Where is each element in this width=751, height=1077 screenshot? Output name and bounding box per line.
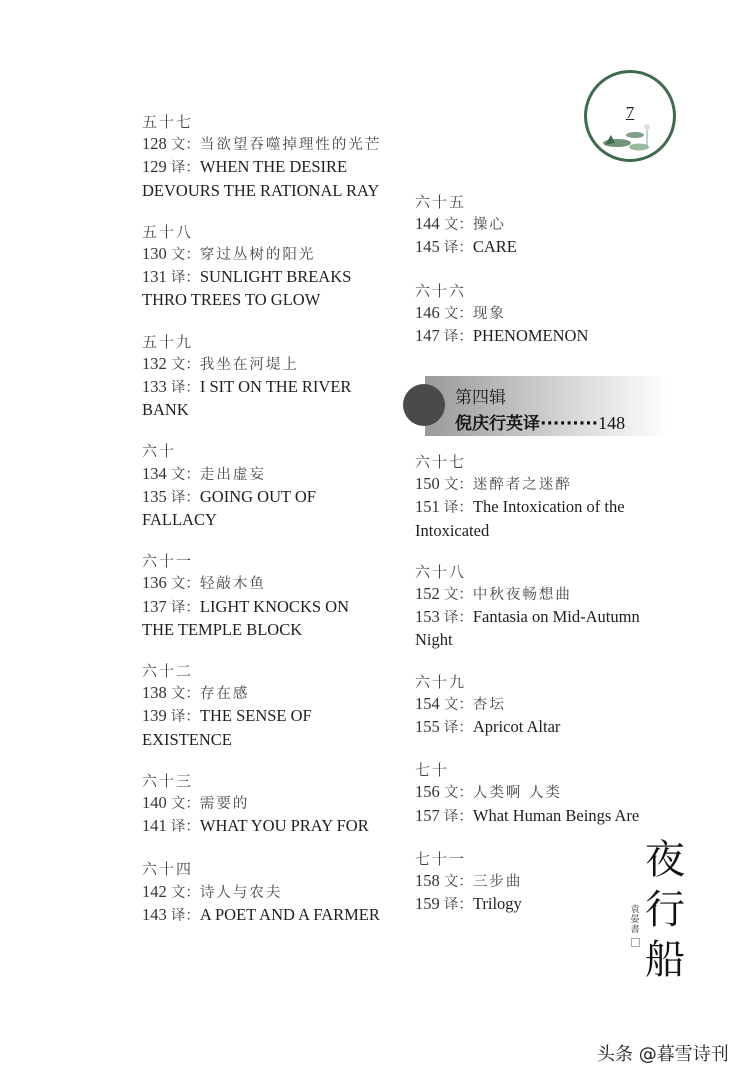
toc-entry[interactable]: [142, 661, 382, 750]
section-subtitle-line: [455, 409, 625, 434]
english-title: THE SENSE OF EXISTENCE: [142, 706, 312, 749]
toc-right-column-bottom: [415, 452, 665, 937]
toc-right-column-top: [415, 192, 665, 369]
label: 译：: [443, 808, 473, 825]
english-title: SUNLIGHT BREAKS THRO TREES TO GLOW: [142, 267, 352, 310]
english-title: GOING OUT OF FALLACY: [142, 486, 316, 530]
label: 译：: [443, 329, 473, 346]
entry-number: 六十二: [142, 662, 194, 681]
page-index: 130: [142, 244, 167, 264]
entry-number: 五十九: [142, 332, 194, 351]
page-index: 155: [415, 717, 440, 737]
dot-leader: ·········: [540, 414, 599, 434]
toc-entry[interactable]: [415, 760, 665, 828]
chinese-title: 诗人与农夫: [199, 884, 283, 901]
label: 文：: [443, 696, 473, 713]
entry-number: 七十一: [415, 849, 467, 868]
label: 文：: [170, 884, 200, 901]
section-subtitle: 倪庆行英译: [455, 414, 540, 434]
label: 译：: [170, 709, 200, 726]
label: 文：: [170, 137, 200, 154]
circle-bullet-icon: [403, 384, 445, 426]
entry-number: 七十: [415, 761, 450, 780]
chinese-title: 走出虚妄: [199, 466, 266, 483]
entry-number: 六十七: [415, 453, 467, 471]
label: 译：: [443, 610, 473, 627]
english-title: WHEN THE DESIRE DEVOURS THE RATIONAL RAY: [142, 157, 380, 200]
label: 译：: [170, 489, 200, 506]
english-title: CARE: [472, 237, 517, 257]
page-index: 143: [142, 904, 167, 924]
label: 译：: [443, 897, 473, 914]
toc-entry[interactable]: [415, 562, 665, 651]
label: 文：: [443, 217, 473, 234]
english-title: PHENOMENON: [472, 326, 589, 346]
english-title: Fantasia on Mid-Autumn Night: [415, 607, 640, 650]
entry-number: 六十: [142, 442, 177, 461]
label: 文：: [170, 247, 200, 264]
chinese-title: 需要的: [199, 796, 250, 813]
label: 译：: [170, 907, 200, 924]
page-index: 133: [142, 377, 167, 397]
chinese-title: 当欲望吞噬掉理性的光芒: [199, 137, 382, 154]
label: 文：: [170, 466, 200, 483]
chinese-title: 迷醉者之迷醉: [472, 477, 572, 494]
chinese-title: 我坐在河堤上: [199, 356, 299, 373]
english-title: WHAT YOU PRAY FOR: [199, 816, 369, 836]
toc-entry[interactable]: [142, 551, 382, 640]
section-page: 148: [598, 413, 626, 433]
page-index: 138: [142, 683, 167, 703]
english-title: What Human Beings Are: [472, 805, 640, 825]
page-index: 144: [415, 214, 440, 234]
lotus-pond-illustration-icon: [595, 121, 671, 157]
entry-number: 六十五: [415, 193, 467, 211]
chinese-title: 人类啊 人类: [472, 785, 562, 802]
entry-number: 六十九: [415, 672, 467, 691]
page-index: 146: [415, 302, 440, 322]
label: 译：: [170, 599, 200, 616]
calligraphy-signature: [628, 905, 642, 947]
label: 文：: [443, 305, 473, 322]
label: 文：: [170, 356, 200, 373]
page-index: 135: [142, 486, 167, 506]
chinese-title: 轻敲木鱼: [199, 576, 266, 593]
page-index: 139: [142, 706, 167, 726]
page-number-badge: [584, 70, 676, 162]
chinese-title: 存在感: [199, 686, 250, 703]
entry-number: 六十四: [142, 860, 194, 879]
label: 译：: [443, 720, 473, 737]
chinese-title: 杏坛: [472, 696, 506, 713]
entry-number: 六十三: [142, 771, 194, 790]
watermark: 头条 @暮雪诗刊: [597, 1044, 729, 1065]
toc-entry[interactable]: [142, 771, 382, 839]
page-index: 158: [415, 871, 440, 891]
page-index: 128: [142, 134, 167, 154]
page-index: 147: [415, 326, 440, 346]
seal-script-calligraphy: [640, 835, 690, 985]
entry-number: 五十八: [142, 222, 194, 241]
toc-entry[interactable]: [415, 281, 665, 349]
label: 文：: [170, 796, 200, 813]
page-index: 159: [415, 894, 440, 914]
page-index: 132: [142, 353, 167, 373]
toc-entry[interactable]: [142, 332, 382, 421]
label: 文：: [443, 785, 473, 802]
page-index: 145: [415, 237, 440, 257]
label: 文：: [170, 576, 200, 593]
page-number: 7: [625, 103, 635, 122]
label: 译：: [170, 160, 200, 177]
page-index: 134: [142, 463, 167, 483]
english-title: Trilogy: [472, 894, 522, 914]
english-title: The Intoxication of the Intoxicated: [415, 497, 625, 540]
page-index: 154: [415, 693, 440, 713]
toc-entry[interactable]: [415, 672, 665, 740]
toc-entry[interactable]: [142, 859, 382, 927]
entry-number: 六十六: [415, 281, 467, 300]
entry-number: 六十八: [415, 562, 467, 581]
page-index: 156: [415, 782, 440, 802]
english-title: I SIT ON THE RIVER BANK: [142, 377, 352, 420]
entry-number: 五十七: [142, 113, 194, 131]
label: 文：: [170, 686, 200, 703]
calligraphy-char: 船: [645, 937, 685, 983]
english-title: A POET AND A FARMER: [199, 904, 380, 924]
page-index: 157: [415, 805, 440, 825]
chinese-title: 操心: [472, 217, 506, 234]
page-index: 150: [415, 474, 440, 494]
label: 译：: [443, 240, 473, 257]
chinese-title: 中秋夜畅想曲: [472, 587, 572, 604]
page-index: 151: [415, 497, 440, 517]
seal-stamp-icon: [631, 938, 640, 947]
section-title: 第四辑: [455, 388, 506, 408]
english-title: LIGHT KNOCKS ON THE TEMPLE BLOCK: [142, 596, 349, 639]
page-index: 129: [142, 157, 167, 177]
label: 译：: [443, 500, 473, 517]
label: 译：: [170, 380, 200, 397]
calligraphy-char: 行: [645, 887, 685, 933]
toc-entry[interactable]: [415, 452, 665, 541]
page-index: 152: [415, 584, 440, 604]
toc-entry[interactable]: [142, 112, 382, 201]
page-index: 136: [142, 573, 167, 593]
toc-entry[interactable]: [415, 192, 665, 260]
calligraphy-char: 夜: [645, 837, 685, 883]
toc-left-column: [142, 112, 382, 948]
label: 译：: [170, 819, 200, 836]
label: 文：: [443, 874, 473, 891]
page-index: 137: [142, 596, 167, 616]
page-index: 140: [142, 793, 167, 813]
label: 文：: [443, 477, 473, 494]
english-title: Apricot Altar: [472, 717, 561, 737]
section-banner[interactable]: [403, 376, 668, 436]
signature-text: 袁晏書: [630, 905, 640, 935]
toc-entry[interactable]: [142, 222, 382, 311]
page-index: 142: [142, 881, 167, 901]
chinese-title: 穿过丛树的阳光: [199, 247, 316, 264]
page-index: 153: [415, 607, 440, 627]
page-index: 141: [142, 816, 167, 836]
page-index: 131: [142, 267, 167, 287]
toc-entry[interactable]: [142, 441, 382, 530]
chinese-title: 三步曲: [472, 874, 523, 891]
entry-number: 六十一: [142, 552, 194, 571]
label: 文：: [443, 587, 473, 604]
label: 译：: [170, 270, 200, 287]
chinese-title: 现象: [472, 305, 506, 322]
